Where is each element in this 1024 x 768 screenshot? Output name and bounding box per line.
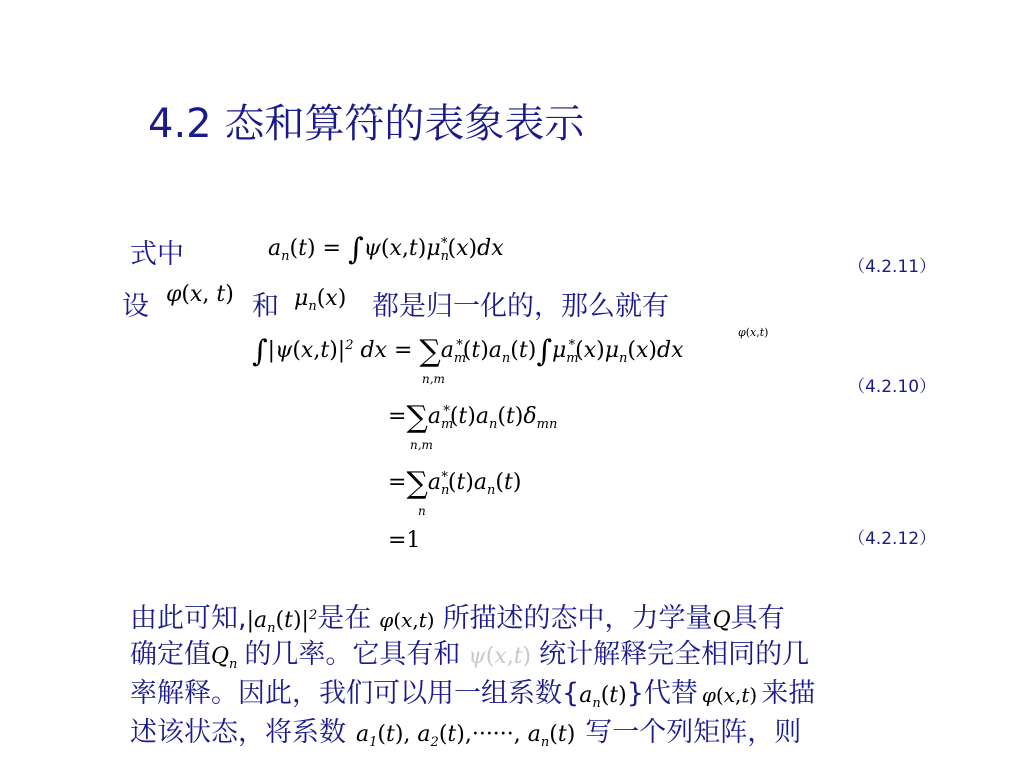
para-text-4a: 述该状态，将系数 [130,717,346,748]
formula-normalization-integral: $\int|\psi(x,t)|^2$ dx = $\sum a_m^*(t)a_n(t)\int\mu_m^*(x)\mu_n(x)dx$ [252,334,684,369]
formula-an-set: $a_n(t)$ [579,683,627,711]
sum-index-nm-1: n,m [422,372,445,386]
normalized-text: 都是归一化的，那么就有 [372,291,669,322]
para-text-3a: 率解释。因此，我们可以用一组系数{ [130,678,580,709]
formula-an-definition: $a_n(t) = \int\psi(x,t)\mu_n^*(x)dx$ [268,232,504,267]
formula-q: Q [712,608,731,633]
para-text-1c: 所描述的态中，力学量 [442,603,713,634]
page-title: 4.2 态和算符的表象表示 [148,101,585,147]
para-text-1a: 由此可知, [130,603,247,634]
para-text-2b: 的几率。它具有和 [244,639,461,670]
equation-number-4-2-11: （4.2.11） [848,257,937,277]
formula-phi-overlay: φ(x,t) [379,608,435,632]
formula-an-squared-sum: $=\sum a_n^*(t)a_n(t)$ [388,466,522,501]
para-text-3b: }代替 [626,678,698,709]
label-she: 设 [122,291,149,322]
equation-number-4-2-10: （4.2.10） [848,377,937,397]
formula-mu-n: $\mu_n(x)$ [294,286,347,314]
sum-index-n: n [418,504,426,518]
para-text-1b: 是在 [317,603,372,634]
formula-psi-ghost: ψ(x,t) [468,644,532,669]
sum-index-nm-2: n,m [410,438,433,452]
formula-abs-an-squared: $|a_n(t)|^2$ [246,608,318,636]
equation-number-4-2-12: （4.2.12） [848,529,937,549]
formula-phi-line3: φ(x,t) [701,683,758,707]
para-text-2a: 确定值 [130,639,211,670]
label-shizhong: 式中 [130,239,184,270]
formula-equals-one: =1 [388,528,421,553]
formula-phi-small: φ(x,t) [738,326,769,339]
para-text-3c: 来描 [761,678,816,709]
formula-phi: φ(x, t) [166,282,234,307]
formula-delta-sum: $=\sum a_m^*(t)a_n(t)\delta_{mn}$ [388,400,558,435]
para-text-2c: 统计解释完全相同的几 [539,639,810,670]
para-text-1d: 具有 [730,603,785,634]
paragraph-line-4 [130,713,801,762]
formula-coefficient-list: $a_1(t)$, $a_2(t),\cdot\cdot\cdot\cdot\cdot\cdot$, $a_n(t)$ [356,722,576,750]
para-text-4b: 写一个列矩阵，则 [585,717,802,748]
label-he: 和 [252,291,279,322]
formula-qn: $Q_n$ [211,644,238,672]
